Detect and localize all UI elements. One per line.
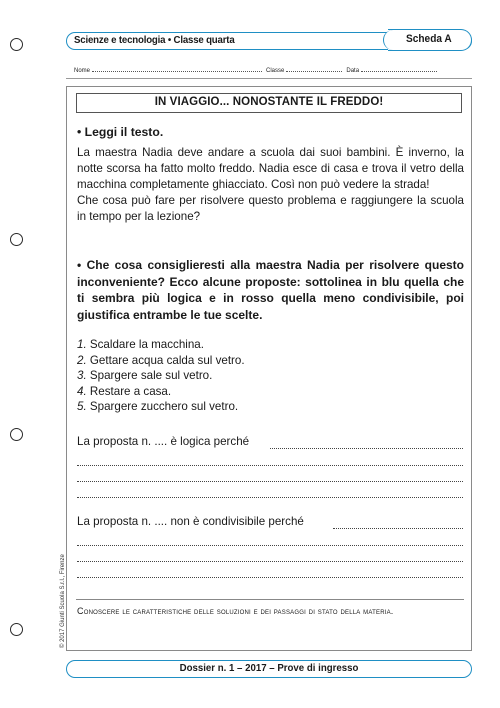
answer-line[interactable] [77,577,463,578]
student-fields [74,66,474,74]
options-list [77,337,464,415]
reading-section [77,124,464,225]
page-title: IN VIAGGIO... NONOSTANTE IL FREDDO! [154,96,384,108]
name-field-label: Nome [74,68,91,74]
binder-hole [10,428,23,441]
not-shareable-answer-prompt: La proposta n. .... non è condivisibile perché [77,515,304,528]
subject-label: Scienze e tecnologia • Classe quarta [74,34,235,46]
question-section [77,257,464,323]
learning-goal: Conoscere le caratteristiche delle soluzioni e dei passaggi di stato della materia. [77,606,394,616]
reading-question: Che cosa può fare per risolvere questo problema e raggiungere la scuola in tempo per la lezione? [77,194,464,223]
answer-line[interactable] [270,448,463,449]
binder-hole [10,233,23,246]
binder-hole [10,623,23,636]
reading-instruction: • Leggi il testo. [77,125,164,139]
reading-paragraph: La maestra Nadia deve andare a scuola dai suoi bambini. È inverno, la notte scorsa ha fatto molto freddo. Nadia esce di casa e trova il vetro della macchina completamente ghiacciato. Così non può vedere la strada! [77,146,464,191]
logical-answer-prompt: La proposta n. .... è logica perché [77,435,250,448]
answer-line[interactable] [77,561,463,562]
list-item: 5. Spargere zucchero sul vetro. [77,400,239,413]
binder-hole [10,38,23,51]
list-item: 3. Spargere sale sul vetro. [77,369,213,382]
footer-label: Dossier n. 1 – 2017 – Prove di ingresso [179,662,359,674]
list-item: 4. Restare a casa. [77,384,172,398]
answer-line[interactable] [77,497,463,498]
class-field[interactable] [286,66,342,72]
name-field[interactable] [92,66,262,72]
date-field[interactable] [361,66,437,72]
sheet-label: Scheda A [406,33,452,45]
header-rule [66,78,472,79]
class-field-label: Classe [266,68,285,74]
list-item: 1. Scaldare la macchina. [77,338,204,351]
answer-line[interactable] [77,465,463,466]
task-question: • Che cosa consiglieresti alla maestra Nadia per risolvere questo inconveniente? Ecco alcune proposte: sottolinea in blu quella che ti sembra più logica e in rosso quella meno condivisibile, poi giustifica entrambe le tue scelte. [77,258,464,322]
copyright-note: © 2017 Giunti Scuola S.r.l., Firenze [60,554,66,648]
answer-line[interactable] [333,528,463,529]
answer-line[interactable] [77,545,463,546]
list-item: 2. Gettare acqua calda sul vetro. [77,353,245,367]
goal-divider [76,599,464,600]
date-field-label: Data [346,68,360,74]
sheet-tab-divider [383,30,398,50]
answer-line[interactable] [77,481,463,482]
